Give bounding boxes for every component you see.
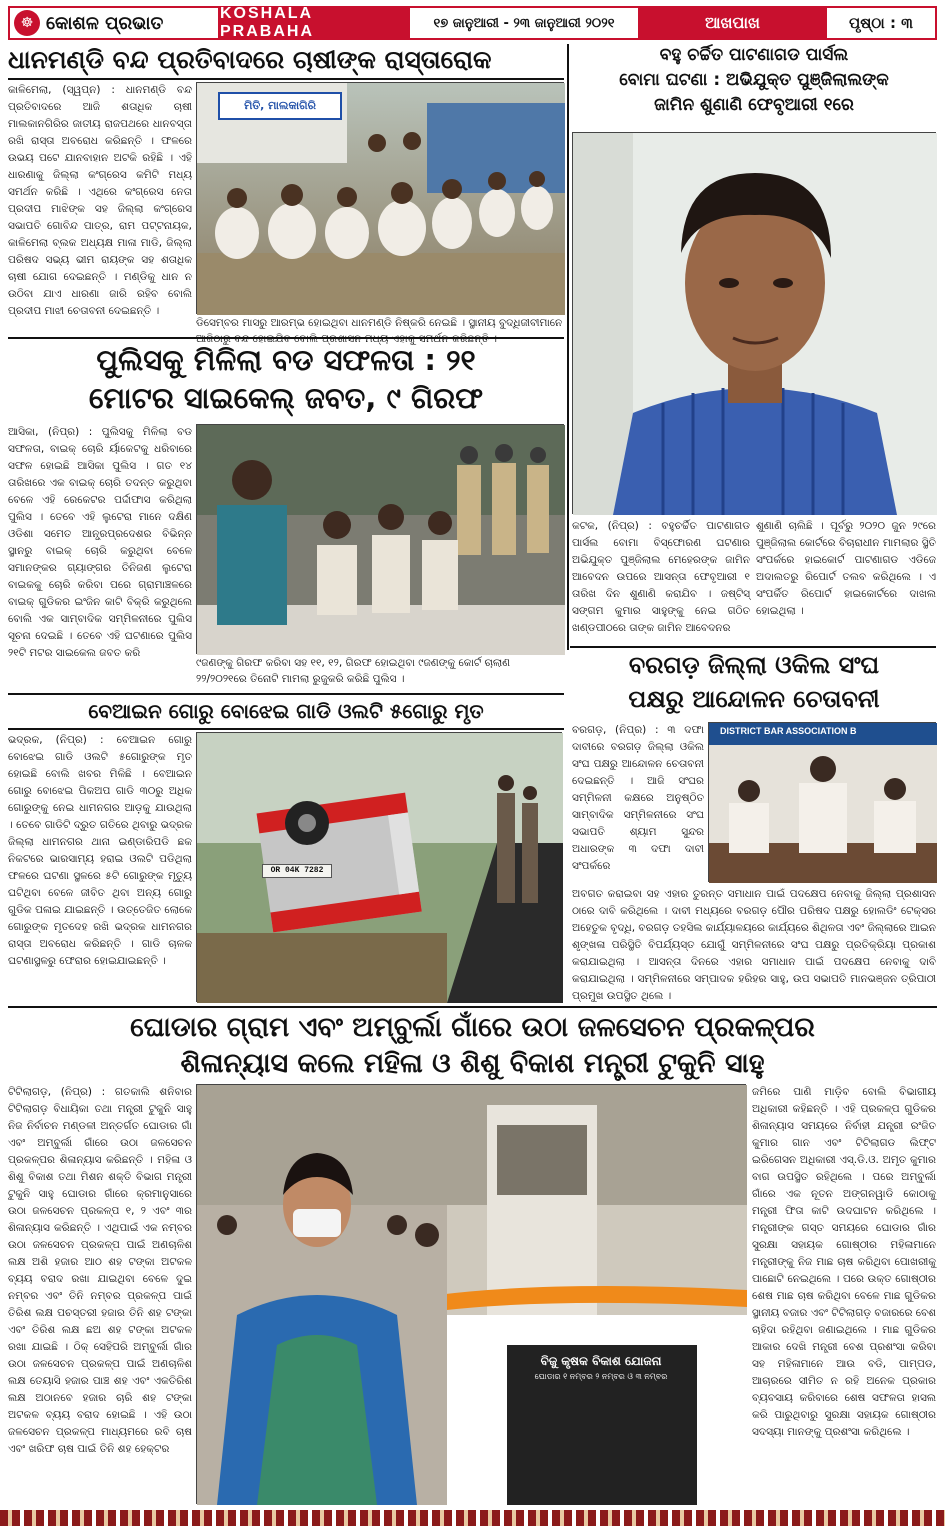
- masthead: [8, 6, 937, 40]
- story4-banner-text: DISTRICT BAR ASSOCIATION B: [720, 726, 857, 736]
- story6-body-left: ଟିଟିଲାଗଡ଼, (ନିପ୍ର) : ଗତକାଲି ଶନିବାର ଟିଟିଲାଗଡ଼ ବିଧାୟିକା ତଥା ମନ୍ତ୍ରୀ ଟୁକୁନି ସାହୁ ନିଜ ନିର୍ବାଚନ ମଣ୍ଡଳୀ ଅନ୍ତର୍ଗତ ଘୋଡାର ଗାଁ ଏବଂ ଅମ୍ବୁର୍ଲା ଗାଁରେ ଉଠା ଜଳସେଚନ ପ୍ରକଳ୍ପର ଶିଳାନ୍ୟାସ କରିଛନ୍ତି । ମହିଳା ଓ ଶିଶୁ ବିକାଶ ତଥା ମିଶନ ଶକ୍ତି ବିଭାଗ ମନ୍ତ୍ରୀ ଟୁକୁନି ସାହୁ ଘୋଡାର ଗାଁରେ କ୍ରମାନୁସାରେ ଉଠା ଜଳସେଚନ ପ୍ରକଳ୍ପ ୧, ୨ ଏବଂ ୩ର ଶିଳାନ୍ୟାସ କରିଛନ୍ତି । ଏଥିପାଇଁ ଏକ ନମ୍ବର ଉଠା ଜଳସେଚନ ପ୍ରକଳ୍ପ ପାଇଁ ଅଣଚାଳିଶ ଲକ୍ଷ ଅଶି ହଜାର ଆଠ ଶହ ଟଙ୍କା ଅଟକଳ ବ୍ୟୟ ବରାଦ ରଖା ଯାଇଥିବା ବେଳେ ଦୁଇ ନମ୍ବର ଏବଂ ତିନି ନମ୍ବର ପ୍ରକଳ୍ପ ପାଇଁ ତିରିଶ ଲକ୍ଷ ପଚସ୍ତରୀ ହଜାର ତିନି ଶହ ଟଙ୍କା ଏବଂ ତିରିଶ ଲକ୍ଷ ଛଅ ଶହ ଟଙ୍କା ଅଟକଳ ରଖା ଯାଇଛି । ଠିକ୍ ସେହିପରି ଅମ୍ବୁର୍ଲା ଗାଁର ଉଠା ଜଳସେଚନ ପ୍ରକଳ୍ପ ପାଇଁ ଅଣଚାଳିଶ ଲକ୍ଷ ତେୟାସି ହଜାର ପାଞ୍ଚ ଶହ ଏବଂ ଏକତିରିଶ ଲକ୍ଷ ଅଠାନବେ ହଜାର ଚାରି ଶହ ଟଙ୍କା ଅଟକଳ ବ୍ୟୟ ବରାଦ ହୋଇଛି । ଏହି ଉଠା ଜଳସେଚନ ପ୍ରକଳ୍ପ ମାଧ୍ୟମରେ ରବି ଚାଷ ଏବଂ ଖରିଫ ଚାଷ ପାଇଁ ତିନି ଶହ ହେକ୍ଟର: [8, 1086, 192, 1455]
- paper-name-odia: କୋଶଳ ପ୍ରଭାତ: [46, 12, 164, 34]
- story5-headline: ବେଆଇନ ଗୋରୁ ବୋଝେଇ ଗାଡି ଓଲଟି ୫ଗୋରୁ ମୃତ: [88, 699, 484, 723]
- story3-photo-arrested: [196, 424, 564, 654]
- story1-bottom-rule: [8, 337, 564, 339]
- paper-name-english: KOSHALA PRABAHA: [220, 8, 410, 38]
- story6-headline-line2: ଶିଳାନ୍ୟାସ କଲେ ମହିଳା ଓ ଶିଶୁ ବିକାଶ ମନ୍ତ୍ରୀ ଟୁକୁନି ସାହୁ: [180, 1048, 765, 1079]
- story2-headline-line2: ବୋମା ଘଟଣା : ଅଭିଯୁକ୍ତ ପୁଞ୍ଜିଲାଲଙ୍କ: [619, 70, 889, 90]
- story5-plate-text: OR 04K 7282: [262, 864, 332, 878]
- masthead-logo: [10, 8, 220, 38]
- story1-headline: ଧାନମଣ୍ଡି ବନ୍ଦ ପ୍ରତିବାଦରେ ଚାଷୀଙ୍କ ରାସ୍ତାରୋକ: [8, 45, 492, 74]
- newspaper-logo-icon: ☸: [14, 10, 40, 36]
- story2-headline-line1: ବହୁ ଚର୍ଚ୍ଚିତ ପାଟଣାଗଡ ପାର୍ସଲ: [659, 45, 849, 65]
- story1-rule: [8, 78, 564, 80]
- story2-body-right: ଶୁଣାଣି ଚାଲିଛି । ପୂର୍ବରୁ ୨୦୨୦ ଜୁନ ୨୯ରେ ପୁଞ୍ଜିଲାଲ କୋର୍ଟରେ ବିଚାରାଧୀନ ମାମଲାର ସ୍ଥିତି ସଂପର୍କରେ ହାଇକୋର୍ଟ ପାଟଣାଗଡ ଏଡିଜେ ଅଦାଲତରୁ ରିପୋର୍ଟ ତଲବ କରିଥିଲେ । ଏ ସଂପର୍କିତ ରିପୋର୍ଟ ହାଇକୋର୍ଟରେ ଦାଖଲ ହୋଇଥିଲା ।: [756, 520, 936, 617]
- story5-bottom-rule: [8, 1006, 937, 1008]
- page-number: ପୃଷ୍ଠା : ୩: [825, 8, 935, 38]
- story1-body: କାଳିମେଲା, (ସ୍ୱପ୍ନ) : ଧାନମଣ୍ଡି ବନ୍ଦ ପ୍ରତିବାଦରେ ଆଜି ଶତାଧିକ ଚାଷୀ ମାଲକାନଗିରିର ଜାତୀୟ ରାଜପଥରେ ଧାନବସ୍ତା ରଖି ରାସ୍ତା ଅବରୋଧ କରିଛନ୍ତି । ଫଳରେ ଉଭୟ ପଟେ ଯାନବାହାନ ଅଟକି ରହିଛି । ଏହି ଧାରଣାକୁ ଜିଲ୍ଲା କଂଗ୍ରେସ କମିଟି ମଧ୍ୟ ସମର୍ଥନ କରିଛି । ଏଥିରେ କଂଗ୍ରେସ ନେତା ପ୍ରଦୀପ ମାଝିଙ୍କ ସହ ଜିଲ୍ଲା କଂଗ୍ରେସ ସଭାପତି ଗୋବିନ୍ଦ ପାତ୍ର, ରାମ ପଟ୍ଟନାୟକ, କାଳିମେଲା ବ୍ଲକ ଅଧ୍ୟକ୍ଷ ମାଳା ମାଡି, ଜିଲ୍ଲା ପରିଷଦ ସଭ୍ୟ ଭୀମ ରାୟଙ୍କ ସହ ଶତାଧିକ ଚାଷୀ ଯୋଗ ଦେଇଛନ୍ତି । ମଣ୍ଡିକୁ ଧାନ ନ ଉଠିବା ଯାଏ ଧାରଣା ଜାରି ରହିବ ବୋଲି ପ୍ରଦୀପ ମାଝୀ ଚେତାବନୀ ଦେଇଛନ୍ତି ।: [8, 84, 192, 317]
- story3-body: ଆସିକା, (ନିପ୍ର) : ପୁଲିସକୁ ମିଳିଲା ବଡ ସଫଳତା, ବାଇକ୍ ଚୋରି ର୍ୟାକେଟକୁ ଧରିବାରେ ସଫଳ ହୋଇଛି ଆସିକା ପୁଲିସ । ଗତ ୧୪ ତାରିଖରେ ଏକ ବାଇକ୍ ଚୋରି ତଦନ୍ତ କରୁଥିବା ବେଳେ ଏହି ରେକେଟର ପର୍ଦ୍ଦାଫାସ କରିଥିଲା ପୁଲିସ । ତେବେ ଏହି ଲୁଟେରା ମାନେ ଦକ୍ଷିଣ ଓଡିଶା ସମେତ ଆନ୍ଧ୍ରପ୍ରଦେଶର ବିଭିନ୍ନ ସ୍ଥାନରୁ ବାଇକ୍ ଚୋରି କରୁଥିବା ବେଳେ ସମାନଙ୍କର ଗ୍ୟାଙ୍ଗର ତିନିଜଣ ଲୁଟେରା ବାଇକକୁ ଚୋରି କରିବା ପରେ ଗ୍ରାମାଞ୍ଚଳରେ ବାଇକ୍ ଗୁଡିକର ଇଂଜିନ କାଟି ବିକ୍ରି କରୁଥିଲେ ବୋଲି ଏକ ସାମ୍ବାଦିକ ସମ୍ମିଳନୀରେ ପୁଲିସ ସୂଚନା ଦେଇଛି । ତେବେ ଏହି ଘଟଣାରେ ପୁଲିସ ୨୧ଟି ମଟର ସାଇକେଲ ଜବତ କରି: [8, 426, 192, 659]
- story6-plaque-subtitle: ଘୋଡାର ୧ ନମ୍ବର ୨ ନମ୍ବର ଓ ୩ ନମ୍ବର: [534, 1372, 668, 1381]
- story5-photo-overturned-truck: [196, 732, 562, 1002]
- story6-plaque-title: ବିଜୁ କୃଷକ ବିକାଶ ଯୋଜନା: [540, 1354, 662, 1368]
- story3-headline-line2: ମୋଟର ସାଇକେଲ୍ ଜବତ, ୯ ଗିରଫ: [88, 381, 484, 415]
- story1-caption: ଡିସେମ୍ବର ମାସରୁ ଆରମ୍ଭ ହୋଇଥିବା ଧାନମଣ୍ଡି ନିଷ୍କରି ନେଇଛି । ସ୍ଥାନୀୟ ବୁଦ୍ଧିଜୀବୀମାନେ: [196, 317, 563, 329]
- story6-body-right: ଜମିରେ ପାଣି ମାଡ଼ିବ ବୋଲି ବିଭାଗୀୟ ଅଧିକାରୀ କହିଛନ୍ତି । ଏହି ପ୍ରକଳ୍ପ ଗୁଡିକର ଶିଳାନ୍ୟାସ ସମୟରେ ନିର୍ବାହୀ ଯନ୍ତ୍ରୀ ରଂଜିତ କୁମାର ଗାନ ଏବଂ ଟିଟିଲାଗଡ ଲିଫ୍ଟ ଇରିଗେସନ ଅଧିକାରୀ ଏସ୍.ଡି.ଓ. ଅମୃତ କୁମାର ବାଗ ଉପସ୍ଥିତ ରହିଥିଲେ । ପରେ ଅମ୍ବୁର୍ଲା ଗାଁରେ ଏକ ନୂତନ ଅଙ୍ଗନୱାଡି କୋଠାକୁ ମନ୍ତ୍ରୀ ଫିତା କାଟି ଉଦଘାଟନ କରିଥିଲେ । ମନ୍ତ୍ରୀଙ୍କ ଗସ୍ତ ସମୟରେ ଘୋଡାର ଗାଁର ସୁରକ୍ଷା ସହାୟକ ଗୋଷ୍ଠୀର ମହିଳାମାନେ ମନ୍ତ୍ରୀଙ୍କୁ ନିଜ ମାଛ ଚାଷ କରିଥିବା ପୋଖରୀକୁ ପାଛୋଟି ନେଇଥିଲେ । ପରେ ଉକ୍ତ ଗୋଷ୍ଠୀର ଶେଷ ମାଛ ଚାଷ କରିଥିବା ବେଳେ ମାଛ ଗୁଡିକର ସ୍ଥାନୀୟ ବଜାର ଏବଂ ଟିଟିଲାଗଡ଼ ବଜାରରେ ବେଶ ଚାହିଦା ରହିଥିବା ଜଣାଇଥିଲେ । ମାଛ ଗୁଡିକର ଆକାର ଦେଖି ମନ୍ତ୍ରୀ ବେଶ ପ୍ରଶଂସା କରିବା ସହ ମହିଳାମାନେ ଆଉ ବଡି, ପାମ୍ପଡ, ଆଚାରରେ ସୀମିତ ନ ରହି ଅନେକ ପ୍ରକାର ବ୍ୟବସାୟ କରିବାରେ ଶେଷ ସଫଳତା ହାସଲ କରି ପାରୁଥିବାରୁ ସୁରକ୍ଷା ସହାୟକ ଗୋଷ୍ଠୀର ସଦସ୍ୟା ମାନଙ୍କୁ ପ୍ରଶଂସା କରିଥିଲେ ।: [752, 1086, 936, 1438]
- story2-body-left: କଟକ, (ନିପ୍ର) : ବହୁଚର୍ଚ୍ଚିତ ପାଟଣାଗଡ ପାର୍ସଲ ବୋମା ବିସ୍ଫୋରଣ ଘଟଣାର ଅଭିଯୁକ୍ତ ପୁଞ୍ଜିଲାଲ ମେହେରଙ୍କ ଜାମିନ ଆବେଦନ ଉପରେ ଆସନ୍ତା ଫେବୃଆରୀ ୧ ତାରିଖ ଦିନ ଶୁଣାଣି କରାଯିବ । ଜଷ୍ଟିସ୍ ସଙ୍ଗମ କୁମାର ସାହୁଙ୍କୁ ନେଇ ଗଠିତ ଖଣ୍ଡପୀଠରେ ତାଙ୍କ ଜାମିନ ଆବେଦନର: [572, 520, 750, 634]
- story6-plaque: [506, 1344, 696, 1504]
- story1-banner-text: ମିତି, ମାଲକାଗିରି: [218, 92, 342, 120]
- column-divider: [567, 44, 569, 650]
- issue-date-range: ୧୭ ଜାନୁଆରୀ - ୨୩ ଜାନୁଆରୀ ୨୦୨୧: [410, 8, 640, 38]
- story4-body-top: ବରଗଡ଼, (ନିପ୍ର) : ୩ ଦଫା ଦାବୀରେ ବରଗଡ଼ ଜିଲ୍ଲା ଓକିଲ ସଂଘ ପକ୍ଷରୁ ଆନ୍ଦୋଳନ ଚେତାବନୀ ଦେଇଛନ୍ତି । ଆଜି ସଂଘର ସମ୍ମିଳନୀ କକ୍ଷରେ ଅନୁଷ୍ଠିତ ସାମ୍ବାଦିକ ସମ୍ମିଳନୀରେ ସଂଘ ସଭାପତି ଶ୍ୟାମ ସୁନ୍ଦର ଅଧାରଙ୍କ ୩ ଦଫା ଦାବୀ ସଂପର୍କରେ: [572, 724, 704, 872]
- story4-photo-bar-association: [708, 722, 936, 882]
- decorative-footer-border: [0, 1510, 945, 1526]
- story2-headline-line3: ଜାମିନ ଶୁଣାଣି ଫେବୃଆରୀ ୧ରେ: [654, 95, 854, 115]
- story6-headline-line1: ଘୋଡାର ଗ୍ରାମ ଏବଂ ଅମ୍ବୁର୍ଲା ଗାଁରେ ଉଠା ଜଳସେଚନ ପ୍ରକଳ୍ପର: [130, 1012, 815, 1043]
- story2-bottom-rule: [570, 646, 936, 648]
- story4-headline-line2: ପକ୍ଷରୁ ଆନ୍ଦୋଳନ ଚେତାବନୀ: [628, 685, 880, 713]
- story2-photo-accused: [572, 132, 936, 514]
- story3-bottom-rule: [8, 693, 564, 695]
- story3-caption: ୯ଜଣଙ୍କୁ ଗିରଫ କରିବା ସହ ୧୧, ୧୨, ଗିରଫ ହୋଇଥିବା ୯ଜଣଙ୍କୁ କୋର୍ଟ ଚାଲାଣ ୨୨/୨୦୨୧ରେ ତିନୋଟି ମାମଲା ରୁଜୁକରି କରିଛି ପୁଲିସ ।: [196, 657, 511, 685]
- story4-body-bottom: ଅବଗତ କରାଇବା ସହ ଏହାର ତୁରନ୍ତ ସମାଧାନ ପାଇଁ ପଦକ୍ଷେପ ନେବାକୁ ଜିଲ୍ଲା ପ୍ରଶାସନ ଠାରେ ଦାବି କରିଥିଲେ । ଦାବୀ ମଧ୍ୟରେ ବରଗଡ଼ ପୌର ପରିଷଦ ପକ୍ଷରୁ ହୋଲଡିଂ ଟେକ୍ସର ଅହେତୁକ ବୃଦ୍ଧି, ବରଗଡ଼ ତହସିଲ କାର୍ଯ୍ୟାଳୟରେ କାର୍ଯ୍ୟରେ ଶିଥିଳତା ଏବଂ ଜିଲ୍ଲାରେ ଆଇନ ଶୃଙ୍ଖଳା ପରିସ୍ଥିତି ବିପର୍ଯ୍ୟସ୍ତ ଯୋଗୁଁ ସମ୍ମିଳନୀରେ ସଂଘ ପକ୍ଷରୁ ପ୍ରତିକ୍ରିୟା ପ୍ରକାଶ କରାଯାଇଥିଲା । ଆସନ୍ତା ଦିନରେ ଏହାର ସମାଧାନ ପାଇଁ ପଦକ୍ଷେପ ନେବାକୁ ଦାବି କରାଯାଇଥିଲା । ସମ୍ମିଳନୀରେ ସମ୍ପାଦକ ହରିହର ସାହୁ, ଉପ ସଭାପତି ମାନଭଞ୍ଜନ ତ୍ରିପାଠୀ ପ୍ରମୁଖ ଉପସ୍ଥିତ ଥିଲେ ।: [572, 888, 936, 1002]
- story3-headline-line1: ପୁଲିସକୁ ମିଳିଲା ବଡ ସଫଳତା : ୨୧: [96, 343, 476, 377]
- story5-body: ଭଦ୍ରକ, (ନିପ୍ର) : ବେଆଇନ ଗୋରୁ ବୋଝେଇ ଗାଡି ଓଲଟି ୫ଗୋରୁଙ୍କ ମୃତ ହୋଇଛି ବୋଲି ଖବର ମିଳିଛି । ବେଆଇନ ଗୋରୁ ବୋଝେଇ ପିକଅପ ଗାଡି ୩୦ରୁ ଅଧିକ ଗୋରୁଙ୍କୁ ନେଇ ଧାମନଗର ଆଡ଼କୁ ଯାଉଥିଲା । ତେବେ ଗାଡିଟି ଦ୍ରୁତ ଗତିରେ ଥିବାରୁ ଭଦ୍ରକ ଜିଲ୍ଲା ଧାମନଗର ଥାନା ଇଣ୍ଡାରିପଡି ଛକ ନିକଟରେ ଭାରସାମ୍ୟ ହରାଇ ଓଲଟି ପଡିଥିଲା ଫଳରେ ଘଟଣା ସ୍ଥଳରେ ୫ଟି ଗୋରୁଙ୍କ ମୃତ୍ୟୁ ଘଟିଥିବା ବେଳେ ଜୀବିତ ଥିବା ଅନ୍ୟ ଗୋରୁ ଗୁଡିକ ପଳାଇ ଯାଇଛନ୍ତି । ଉତ୍ତେଜିତ ଲୋକେ ଗୋରୁଙ୍କ ମୃତଦେହ ରଖି ଭଦ୍ରକ ଧାମନଗର ରାସ୍ତା ଅବରୋଧ କରିଛନ୍ତି । ଗାଡି ଚାଳକ ଘଟଣାସ୍ଥଳରୁ ଫେରାର ହୋଇଯାଇଛନ୍ତି ।: [8, 734, 192, 967]
- section-name: ଆଖପାଖ: [640, 8, 825, 38]
- story4-headline-line1: ବରଗଡ଼ ଜିଲ୍ଲା ଓକିଲ ସଂଘ: [628, 651, 880, 679]
- story5-rule: [8, 728, 564, 730]
